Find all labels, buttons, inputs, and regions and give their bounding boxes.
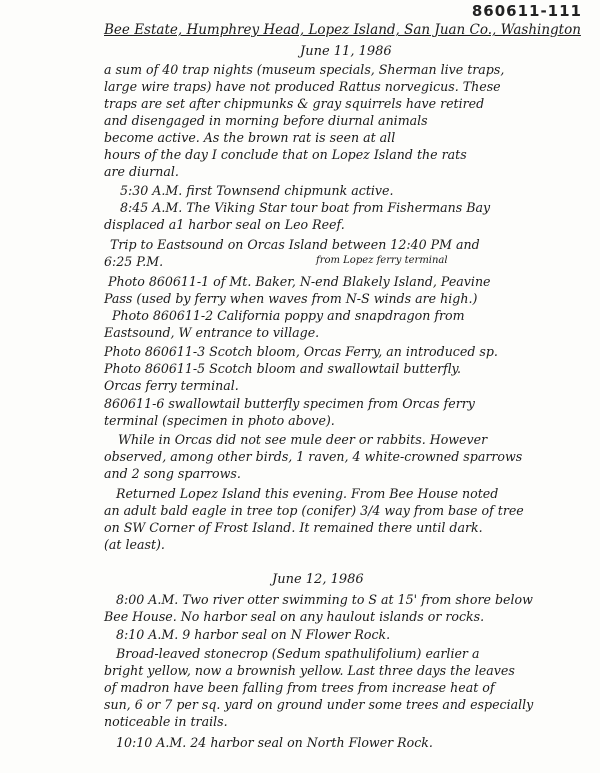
- text-line: bright yellow, now a brownish yellow. Last three days the leaves: [104, 663, 515, 678]
- inserted-note: from Lopez ferry terminal: [316, 255, 448, 266]
- text-line: become active. As the brown rat is seen at all: [104, 130, 396, 145]
- text-line: Photo 860611-5 Scotch bloom and swallowtail butterfly.: [104, 361, 461, 376]
- location-header: Bee Estate, Humphrey Head, Lopez Island, San Juan Co., Washington: [104, 22, 581, 38]
- text-line: traps are set after chipmunks & gray squirrels have retired: [104, 96, 485, 111]
- text-line: Photo 860611-1 of Mt. Baker, N-end Blakely Island, Peavine: [108, 274, 491, 289]
- text-line: 860611-6 swallowtail butterfly specimen from Orcas ferry: [104, 396, 475, 411]
- text-line: 5:30 A.M. first Townsend chipmunk active.: [120, 183, 394, 198]
- text-line: Photo 860611-2 California poppy and snapdragon from: [112, 308, 465, 323]
- text-line: observed, among other birds, 1 raven, 4 white-crowned sparrows: [104, 449, 523, 464]
- text-line: sun, 6 or 7 per sq. yard on ground under some trees and especially: [104, 697, 534, 712]
- text-line: and disengaged in morning before diurnal animals: [104, 113, 428, 128]
- text-line: displaced a1 harbor seal on Leo Reef.: [104, 217, 345, 232]
- text-line: 6:25 P.M.: [104, 254, 164, 269]
- text-line: are diurnal.: [104, 164, 179, 179]
- entry-date-2: June 12, 1986: [272, 572, 364, 587]
- text-line: Eastsound, W entrance to village.: [104, 325, 320, 340]
- text-line: 8:45 A.M. The Viking Star tour boat from Fishermans Bay: [120, 200, 491, 215]
- text-line: Broad-leaved stonecrop (Sedum spathulifolium) earlier a: [116, 646, 480, 661]
- text-line: and 2 song sparrows.: [104, 466, 241, 481]
- text-line: hours of the day I conclude that on Lopez Island the rats: [104, 147, 467, 162]
- text-line: Trip to Eastsound on Orcas Island between 12:40 PM and: [110, 237, 480, 252]
- text-line: large wire traps) have not produced Rattus norvegicus. These: [104, 79, 501, 94]
- text-line: Photo 860611-3 Scotch bloom, Orcas Ferry, an introduced sp.: [104, 344, 498, 359]
- text-line: Returned Lopez Island this evening. From Bee House noted: [116, 486, 499, 501]
- text-line: (at least).: [104, 537, 165, 552]
- text-line: 8:00 A.M. Two river otter swimming to S at 15' from shore below: [116, 592, 533, 607]
- text-line: on SW Corner of Frost Island. It remained there until dark.: [104, 520, 483, 535]
- entry-date-1: June 11, 1986: [300, 44, 392, 59]
- text-line: of madron have been falling from trees from increase heat of: [104, 680, 495, 695]
- text-line: While in Orcas did not see mule deer or rabbits. However: [118, 432, 488, 447]
- text-line: an adult bald eagle in tree top (conifer) 3/4 way from base of tree: [104, 503, 524, 518]
- text-line: a sum of 40 trap nights (museum specials, Sherman live traps,: [104, 62, 505, 77]
- text-line: terminal (specimen in photo above).: [104, 413, 335, 428]
- text-line: Bee House. No harbor seal on any haulout islands or rocks.: [104, 609, 485, 624]
- text-line: Orcas ferry terminal.: [104, 378, 239, 393]
- text-line: 8:10 A.M. 9 harbor seal on N Flower Rock.: [116, 627, 391, 642]
- text-line: noticeable in trails.: [104, 714, 228, 729]
- text-line: 10:10 A.M. 24 harbor seal on North Flower Rock.: [116, 735, 433, 750]
- page-reference-number: 860611-111: [471, 2, 582, 20]
- text-line: Pass (used by ferry when waves from N-S winds are high.): [104, 291, 478, 306]
